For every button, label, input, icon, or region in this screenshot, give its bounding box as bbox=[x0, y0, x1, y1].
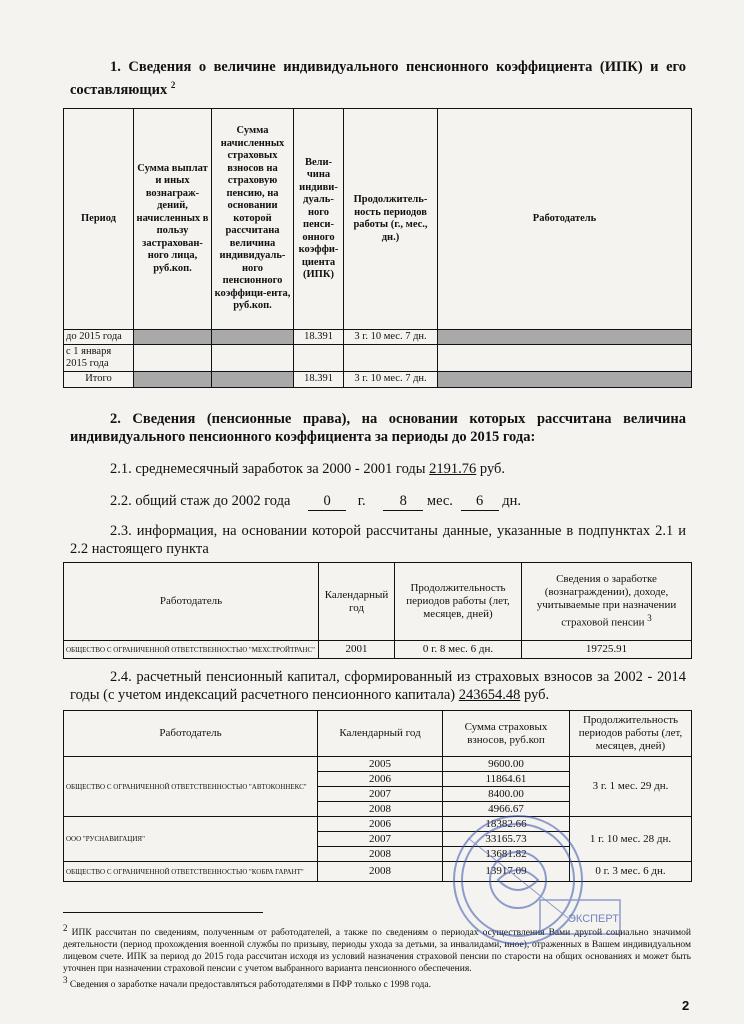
section-2-3: 2.3. информация, на основании которой рассчитаны данные, указанные в подпунктах 2.1 и 2.2 настоящего пункта bbox=[70, 523, 686, 557]
header-ipk: Вели-чина индиви-дуаль-ного пенси-онного коэффи-циента (ИПК) bbox=[294, 109, 344, 330]
footnote-separator bbox=[63, 912, 263, 913]
section-2-1: 2.1. среднемесячный заработок за 2000 - 2001 годы 2191.76 руб. bbox=[110, 461, 506, 477]
table-row: Итого 18.391 3 г. 10 мес. 7 дн. bbox=[64, 372, 692, 388]
footnote-3: 3 Сведения о заработке начали предоставляться работодателями в ПФР только с 1998 года. bbox=[63, 975, 431, 991]
table-row: ОБЩЕСТВО С ОГРАНИЧЕННОЙ ОТВЕТСТВЕННОСТЬЮ "МЕХСТРОЙТРАНС" 2001 0 г. 8 мес. 6 дн. 19725.91 bbox=[64, 641, 692, 659]
section-2-4: 2.4. расчетный пенсионный капитал, сформированный из страховых взносов за 2002 - 2014 годы (с учетом индексаций расчетного пенсионного капитала) 243654.48 руб. bbox=[70, 669, 686, 703]
table-row: 2008 4966.67 bbox=[64, 802, 692, 817]
experience-days: 6 bbox=[461, 492, 499, 511]
earnings-table bbox=[63, 562, 692, 659]
section-1-heading: 1. Сведения о величине индивидуального пенсионного коэффициента (ИПК) и его составляющих $^2$ bbox=[70, 59, 686, 98]
svg-text:ЭКСПЕРТ: ЭКСПЕРТ bbox=[568, 913, 619, 925]
table-row: 2007 8400.00 bbox=[64, 787, 692, 802]
ipk-table bbox=[63, 108, 692, 388]
table-row: 2008 13681.82 bbox=[64, 847, 692, 862]
table-row: до 2015 года 18.391 3 г. 10 мес. 7 дн. bbox=[64, 330, 692, 345]
table-row: ОБЩЕСТВО С ОГРАНИЧЕННОЙ ОТВЕТСТВЕННОСТЬЮ "КОБРА ГАРАНТ" 2008 13917.09 0 г. 3 мес. 6 дн. bbox=[64, 862, 692, 882]
table-row: ООО "РУСНАВИГАЦИЯ" 2006 18382.66 1 г. 10 мес. 28 дн. bbox=[64, 817, 692, 832]
official-stamp bbox=[448, 808, 628, 988]
avg-salary-value: 2191.76 bbox=[429, 461, 477, 477]
header-payments: Сумма выплат и иных вознаграж-дений, начисленных в пользу застрахован-ного лица, руб.коп. bbox=[134, 109, 212, 330]
table-row: 2006 11864.61 bbox=[64, 772, 692, 787]
experience-months: 8 bbox=[383, 492, 423, 511]
table-row: с 1 января 2015 года bbox=[64, 345, 692, 372]
header-contributions: Сумма начисленных страховых взносов на страховую пенсию, на основании которой рассчитана величина индивидуаль-ного пенсионного коэффици-ента, руб.коп. bbox=[212, 109, 294, 330]
section-2-heading: 2. Сведения (пенсионные права), на основании которых рассчитана величина индивидуального пенсионного коэффициента за периоды до 2015 года: bbox=[70, 411, 686, 445]
contributions-table-header: Работодатель Календарный год Сумма страховых взносов, руб.коп Продолжительность периодов работы (лет, месяцев, дней) bbox=[64, 711, 692, 757]
experience-years: 0 bbox=[308, 492, 346, 511]
table-row: 2007 33165.73 bbox=[64, 832, 692, 847]
table-row: ОБЩЕСТВО С ОГРАНИЧЕННОЙ ОТВЕТСТВЕННОСТЬЮ "АВТОКОННЕКС" 2005 9600.00 3 г. 1 мес. 29 дн. bbox=[64, 757, 692, 772]
header-employer: Работодатель bbox=[438, 109, 692, 330]
section-2-2: 2.2. общий стаж до 2002 года 0 г. 8 мес. 6 дн. bbox=[110, 493, 521, 509]
ipk-table-header bbox=[64, 109, 692, 330]
footnote-2: 2 ИПК рассчитан по сведениям, полученным от работодателей, а также по сведениям о периодах осуществления Вами другой социально значимой деятельности (период прохождения военной службы по призыву, периоды ухода за детьми, за инвалидами, иное), отраженных в Вашем индивидуальном лицевом счете. ИПК за период до 2015 года рассчитан исходя из условий назначения страховой пенсии по старости на общих основаниях и может быть уточнен при назначении страховой пенсии с учетом выбранного варианта пенсионного обеспечения. bbox=[63, 923, 692, 975]
pension-capital-value: 243654.48 bbox=[458, 687, 521, 703]
page-number: 2 bbox=[682, 998, 690, 1013]
header-duration: Продолжитель-ность периодов работы (г., мес., дн.) bbox=[344, 109, 438, 330]
header-period: Период bbox=[64, 109, 134, 330]
earnings-table-header: Работодатель Календарный год Продолжительность периодов работы (лет, месяцев, дней) Сведения о заработке (вознаграждении), доходе, учитываемые при назначении страховой пенсии $^3$ bbox=[64, 563, 692, 641]
